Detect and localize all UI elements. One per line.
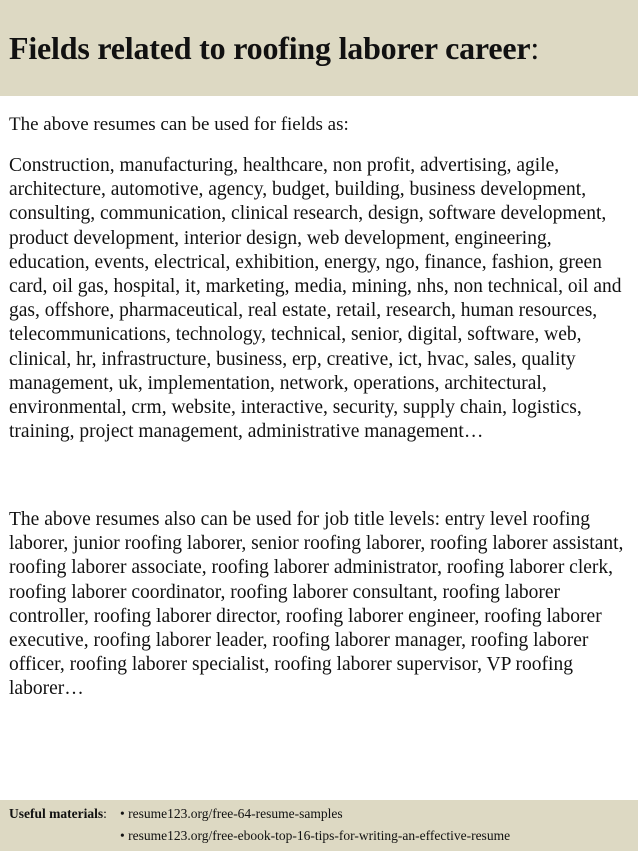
useful-materials-label bbox=[9, 803, 107, 824]
job-levels-paragraph: The above resumes also can be used for job title levels: entry level roofing laborer, junior roofing laborer, senior roofing laborer, roofing laborer assistant, roofing laborer associate, roofing laborer administrator, roofing laborer clerk, roofing laborer coordinator, roofing laborer consultant, roofing laborer controller, roofing laborer director, roofing laborer engineer, roofing laborer executive, roofing laborer leader, roofing laborer manager, roofing laborer officer, roofing laborer specialist, roofing laborer supervisor, VP roofing laborer… bbox=[9, 509, 624, 700]
useful-materials-footer bbox=[0, 800, 638, 851]
fields-paragraph: Construction, manufacturing, healthcare, non profit, advertising, agile, architecture, automotive, agency, budget, building, business development, consulting, communication, clinical research, design, software development, product development, interior design, web development, engineering, education, events, electrical, exhibition, energy, ngo, finance, fashion, green card, oil gas, hospital, it, marketing, media, mining, nhs, non technical, oil and gas, offshore, pharmaceutical, real estate, retail, research, human resources, telecommunications, technology, technical, senior, digital, software, web, clinical, hr, infrastructure, business, erp, creative, ict, hvac, sales, quality management, uk, implementation, network, operations, architectural, environmental, crm, website, interactive, security, supply chain, logistics, training, project management, administrative management… bbox=[9, 155, 622, 443]
page-title-colon: : bbox=[530, 30, 540, 66]
useful-materials-label-text: Useful materials bbox=[9, 806, 104, 821]
title-band bbox=[0, 0, 638, 96]
page-title bbox=[9, 26, 539, 70]
useful-materials-label-sep: : bbox=[103, 806, 107, 821]
resource-link-samples[interactable]: • resume123.org/free-64-resume-samples bbox=[120, 806, 343, 821]
page-title-text: Fields related to roofing laborer career bbox=[9, 30, 531, 66]
intro-text: The above resumes can be used for fields as: bbox=[9, 114, 349, 135]
resource-link-ebook[interactable]: • resume123.org/free-ebook-top-16-tips-for-writing-an-effective-resume bbox=[120, 828, 511, 843]
